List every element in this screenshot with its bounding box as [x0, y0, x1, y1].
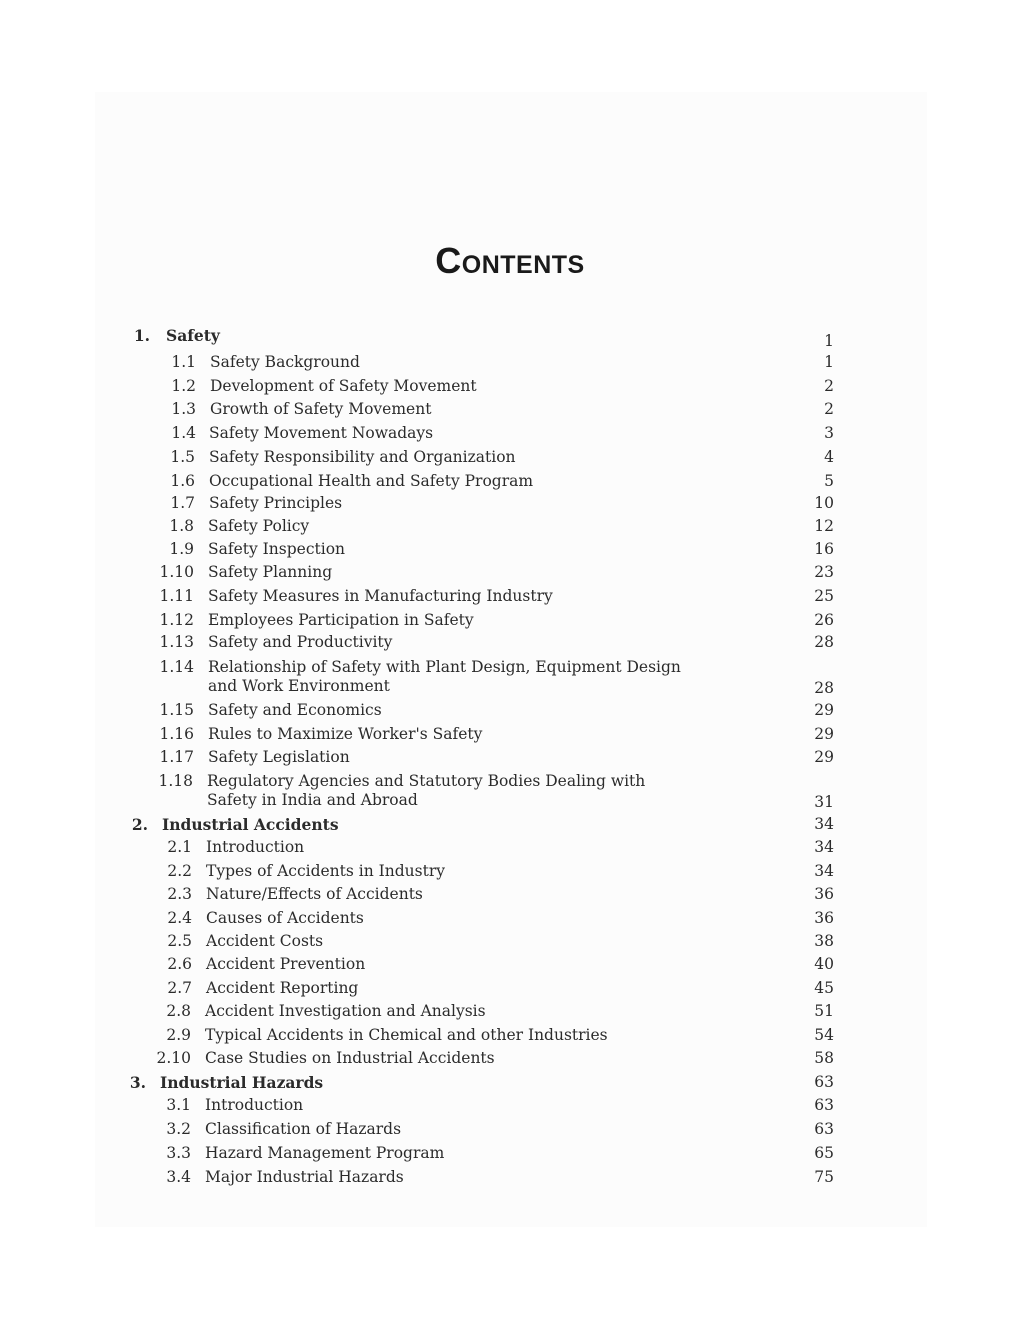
entry-number: 1.12 — [159, 611, 194, 629]
entry-page: 2 — [824, 400, 834, 418]
toc-entry[interactable] — [0, 563, 1020, 585]
entry-label: Occupational Health and Safety Program — [209, 472, 534, 490]
entry-page: 40 — [814, 955, 834, 973]
entry-number: 2.9 — [166, 1026, 191, 1044]
entry-label: Classification of Hazards — [205, 1120, 402, 1138]
entry-page: 36 — [814, 885, 834, 903]
entry-label: Types of Accidents in Industry — [206, 862, 445, 880]
entry-page: 45 — [814, 979, 834, 997]
toc-entry[interactable] — [0, 587, 1020, 609]
entry-number: 1.16 — [159, 725, 194, 743]
toc-entry[interactable] — [0, 377, 1020, 399]
entry-label: Typical Accidents in Chemical and other Industries — [205, 1026, 608, 1044]
toc-entry[interactable] — [0, 772, 1020, 816]
toc-entry[interactable] — [0, 353, 1020, 375]
entry-number: 1. — [133, 326, 150, 345]
entry-number: 1.10 — [159, 563, 194, 581]
entry-page: 51 — [814, 1002, 834, 1020]
entry-number: 1.7 — [170, 494, 195, 512]
toc-entry[interactable] — [0, 494, 1020, 516]
entry-number: 1.15 — [159, 701, 194, 719]
entry-label: Accident Prevention — [206, 955, 366, 973]
entry-label: Safety Measures in Manufacturing Industry — [208, 587, 553, 605]
entry-number: 1.2 — [171, 377, 196, 395]
entry-label: Growth of Safety Movement — [210, 400, 432, 418]
entry-page: 31 — [814, 793, 834, 811]
entry-number: 1.14 — [159, 658, 194, 676]
toc-entry[interactable] — [0, 955, 1020, 977]
toc-entry[interactable] — [0, 1026, 1020, 1048]
entry-number: 1.8 — [169, 517, 194, 535]
page-title: Contents — [435, 240, 585, 281]
entry-label: Safety Legislation — [208, 748, 350, 766]
entry-number: 1.13 — [159, 633, 194, 651]
toc-entry[interactable] — [0, 400, 1020, 422]
entry-page: 75 — [814, 1168, 834, 1186]
toc-entry[interactable] — [0, 611, 1020, 633]
entry-number: 1.4 — [171, 424, 196, 442]
entry-page: 23 — [814, 563, 834, 581]
entry-page: 63 — [814, 1073, 834, 1091]
entry-page: 26 — [814, 611, 834, 629]
entry-number: 1.3 — [171, 400, 196, 418]
entry-number: 2. — [131, 815, 148, 834]
entry-label: Introduction — [205, 1096, 304, 1114]
entry-label: Employees Participation in Safety — [208, 611, 474, 629]
entry-page: 10 — [814, 494, 834, 512]
entry-label: Safety Principles — [209, 494, 343, 512]
toc-entry[interactable] — [0, 1144, 1020, 1166]
toc-entry[interactable] — [0, 658, 1020, 702]
entry-page: 1 — [824, 353, 834, 371]
entry-number: 2.5 — [167, 932, 192, 950]
entry-page: 5 — [824, 472, 834, 490]
entry-number: 2.1 — [167, 838, 192, 856]
entry-number: 1.1 — [171, 353, 196, 371]
entry-page: 34 — [814, 838, 834, 856]
entry-page: 16 — [814, 540, 834, 558]
toc-entry[interactable] — [0, 932, 1020, 954]
entry-page: 28 — [814, 633, 834, 651]
entry-number: 2.3 — [167, 885, 192, 903]
entry-page: 38 — [814, 932, 834, 950]
toc-entry[interactable] — [0, 725, 1020, 747]
entry-label: Causes of Accidents — [206, 909, 364, 927]
toc-entry[interactable] — [0, 1096, 1020, 1118]
entry-number: 1.17 — [159, 748, 194, 766]
toc-entry[interactable] — [0, 517, 1020, 539]
toc-entry[interactable] — [0, 862, 1020, 884]
entry-number: 3.3 — [166, 1144, 191, 1162]
toc-entry[interactable] — [0, 701, 1020, 723]
entry-number: 2.2 — [167, 862, 192, 880]
entry-label: Safety Responsibility and Organization — [209, 448, 516, 466]
entry-label: Industrial Accidents — [162, 815, 339, 834]
entry-number: 1.11 — [159, 587, 194, 605]
entry-number: 2.7 — [167, 979, 192, 997]
entry-number: 3.4 — [166, 1168, 191, 1186]
entry-page: 54 — [814, 1026, 834, 1044]
entry-page: 25 — [814, 587, 834, 605]
entry-label: Safety Planning — [208, 563, 333, 581]
entry-label: Accident Costs — [206, 932, 324, 950]
entry-page: 3 — [824, 424, 834, 442]
toc-entry[interactable] — [0, 540, 1020, 562]
entry-number: 2.4 — [167, 909, 192, 927]
entry-number: 3.1 — [166, 1096, 191, 1114]
entry-page: 36 — [814, 909, 834, 927]
entry-number: 3. — [129, 1073, 146, 1092]
entry-label: Safety and Economics — [208, 701, 382, 719]
entry-number: 1.9 — [169, 540, 194, 558]
entry-number: 1.6 — [170, 472, 195, 490]
entry-page: 12 — [814, 517, 834, 535]
toc-entry[interactable] — [0, 979, 1020, 1001]
toc-entry[interactable] — [0, 909, 1020, 931]
entry-number: 2.10 — [156, 1049, 191, 1067]
entry-number: 3.2 — [166, 1120, 191, 1138]
entry-label: Safety — [166, 326, 220, 345]
entry-label: Safety Inspection — [208, 540, 346, 558]
entry-label: Major Industrial Hazards — [205, 1168, 404, 1186]
entry-label: Relationship of Safety with Plant Design, Equipment Design and Work Environment — [208, 658, 681, 695]
entry-page: 65 — [814, 1144, 834, 1162]
entry-page: 29 — [814, 725, 834, 743]
entry-page: 4 — [824, 448, 834, 466]
entry-page: 28 — [814, 679, 834, 697]
entry-label: Regulatory Agencies and Statutory Bodies Dealing with Safety in India and Abroad — [207, 772, 646, 809]
entry-number: 2.8 — [166, 1002, 191, 1020]
entry-page: 29 — [814, 701, 834, 719]
entry-page: 2 — [824, 377, 834, 395]
entry-label: Introduction — [206, 838, 305, 856]
entry-label: Safety Movement Nowadays — [209, 424, 434, 442]
entry-label: Safety Background — [210, 353, 360, 371]
entry-page: 29 — [814, 748, 834, 766]
entry-page: 1 — [824, 332, 834, 350]
entry-label: Industrial Hazards — [160, 1073, 324, 1092]
entry-label: Nature/Effects of Accidents — [206, 885, 423, 903]
entry-page: 63 — [814, 1096, 834, 1114]
toc-entry[interactable] — [0, 472, 1020, 494]
toc-entry[interactable] — [0, 1002, 1020, 1024]
entry-label: Safety Policy — [208, 517, 310, 535]
toc-entry[interactable] — [0, 1049, 1020, 1071]
toc-entry[interactable] — [0, 448, 1020, 470]
entry-page: 34 — [814, 815, 834, 833]
entry-number: 1.5 — [170, 448, 195, 466]
toc-entry[interactable] — [0, 1120, 1020, 1142]
entry-label: Accident Reporting — [206, 979, 359, 997]
entry-page: 63 — [814, 1120, 834, 1138]
entry-page: 58 — [814, 1049, 834, 1067]
toc-chapter-1[interactable] — [0, 326, 1020, 348]
entry-label: Safety and Productivity — [208, 633, 393, 651]
entry-number: 1.18 — [158, 772, 193, 790]
entry-number: 2.6 — [167, 955, 192, 973]
toc-entry[interactable] — [0, 1168, 1020, 1190]
entry-label: Development of Safety Movement — [210, 377, 477, 395]
toc-chapter-3[interactable] — [0, 1073, 1020, 1095]
toc-entry[interactable] — [0, 838, 1020, 860]
entry-label: Accident Investigation and Analysis — [205, 1002, 486, 1020]
entry-label: Rules to Maximize Worker's Safety — [208, 725, 483, 743]
toc-entry[interactable] — [0, 424, 1020, 446]
entry-label: Hazard Management Program — [205, 1144, 445, 1162]
entry-page: 34 — [814, 862, 834, 880]
toc-entry[interactable] — [0, 633, 1020, 655]
toc-entry[interactable] — [0, 885, 1020, 907]
toc-chapter-2[interactable] — [0, 815, 1020, 837]
entry-label: Case Studies on Industrial Accidents — [205, 1049, 495, 1067]
toc-entry[interactable] — [0, 748, 1020, 770]
